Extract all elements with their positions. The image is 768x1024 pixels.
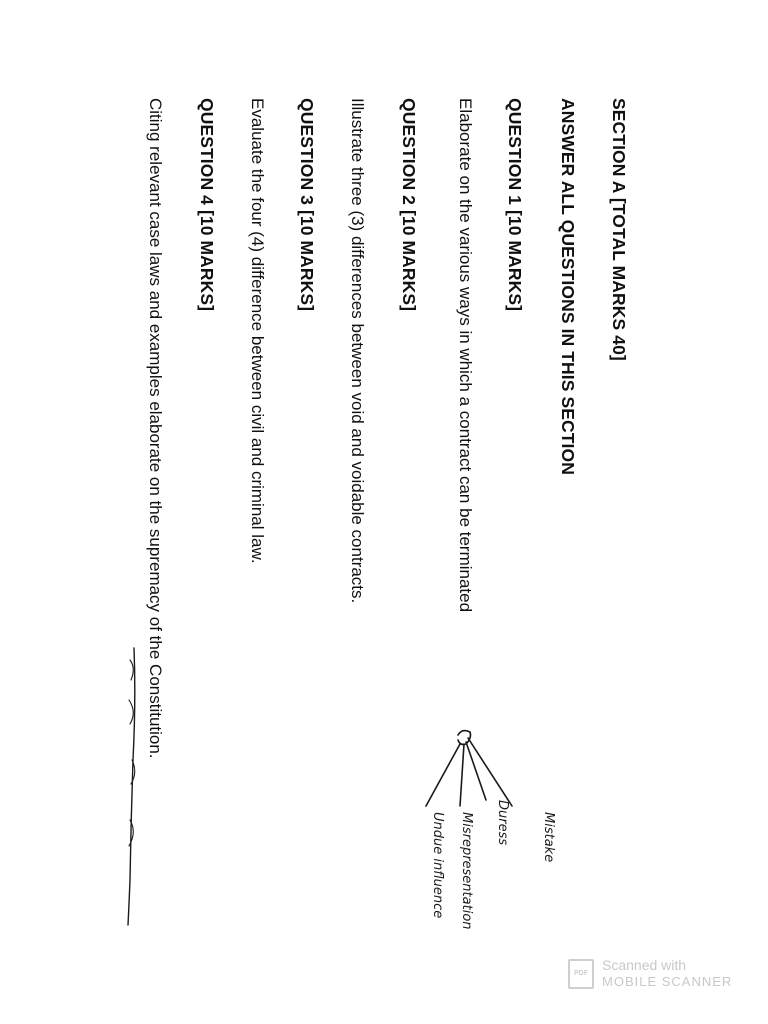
- scanner-watermark: [568, 955, 738, 993]
- question-3-text: Evaluate the four (4) difference between civil and criminal law.: [248, 98, 267, 564]
- question-1-heading: QUESTION 1 [10 MARKS]: [505, 98, 525, 312]
- note-mistake: Mistake: [541, 812, 556, 863]
- note-duress: Duress: [495, 800, 510, 846]
- question-2-heading: QUESTION 2 [10 MARKS]: [399, 98, 419, 312]
- question-3-heading: QUESTION 3 [10 MARKS]: [297, 98, 317, 312]
- note-misrepresentation: Misrepresentation: [459, 812, 474, 930]
- note-undue-influence: Undue influence: [430, 812, 445, 919]
- watermark-line2: MOBILE SCANNER: [602, 974, 733, 989]
- section-title: SECTION A [TOTAL MARKS 40]: [609, 98, 629, 361]
- question-1-text: Elaborate on the various ways in which a contract can be terminated: [456, 98, 475, 613]
- question-2-text: Illustrate three (3) differences between void and voidable contracts.: [348, 98, 367, 604]
- question-4-text: Citing relevant case laws and examples elaborate on the supremacy of the Constitution.: [146, 98, 165, 759]
- instruction: ANSWER ALL QUESTIONS IN THIS SECTION: [558, 98, 578, 475]
- pdf-icon: PDF: [568, 959, 594, 989]
- question-4-heading: QUESTION 4 [10 MARKS]: [197, 98, 217, 312]
- watermark-line1: Scanned with: [602, 957, 687, 973]
